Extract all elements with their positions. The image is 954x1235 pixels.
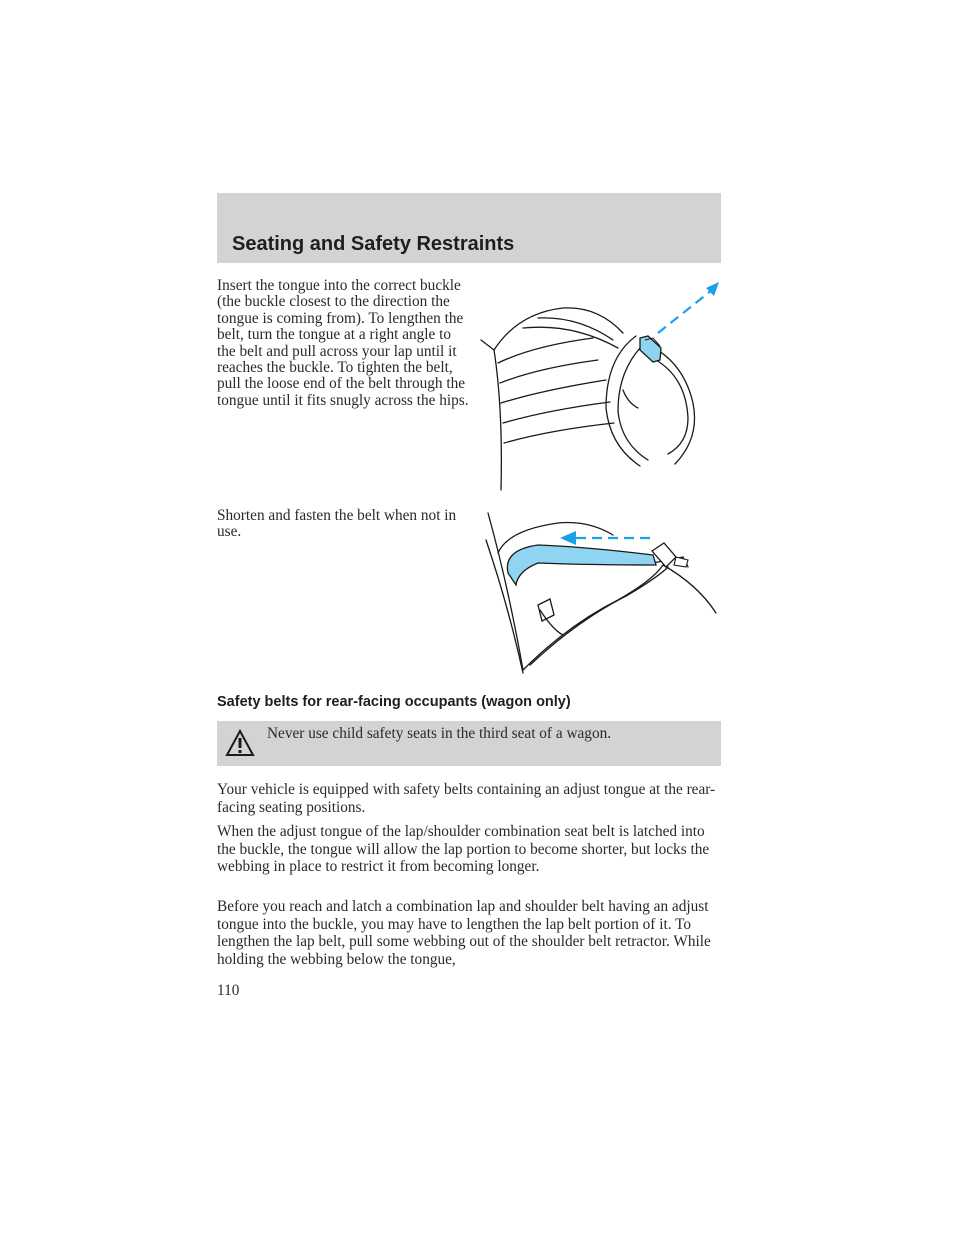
warning-box [217,721,721,766]
shorten-belt-instructions: Shorten and fasten the belt when not in use. [217,507,457,541]
warning-triangle-icon [225,729,255,757]
paragraph-adjust-tongue: When the adjust tongue of the lap/shoulder combination seat belt is latched into the buckle, the tongue will allow the lap portion to become shorter, but locks the webbing in place to restrict it from becoming longer. [217,823,710,876]
rear-facing-section-heading: Safety belts for rear-facing occupants (wagon only) [217,694,571,710]
section-title: Seating and Safety Restraints [232,233,515,255]
seatbelt-shorten-illustration [478,505,723,675]
paragraph-lengthen-lap-belt: Before you reach and latch a combination lap and shoulder belt having an adjust tongue into the buckle, you may have to lengthen the lap belt portion of it. To lengthen the lap belt, pull some webbing out of the shoulder belt retractor. While holding the webbing below the tongue, [217,898,711,968]
section-header-band [217,193,721,263]
seatbelt-lengthen-illustration [478,278,723,496]
page-number: 110 [217,982,240,999]
warning-text: Never use child safety seats in the third seat of a wagon. [267,725,612,742]
paragraph-equipped: Your vehicle is equipped with safety belts containing an adjust tongue at the rear-facing seating positions. [217,781,716,816]
insert-tongue-instructions: Insert the tongue into the correct buckle (the buckle closest to the direction the tongue is coming from). To lengthen the belt, turn the tongue at a right angle to the belt and pull across your lap until it reaches the buckle. To tighten the belt, pull the loose end of the belt through the tongue until it fits snugly across the hips. [217,277,469,409]
